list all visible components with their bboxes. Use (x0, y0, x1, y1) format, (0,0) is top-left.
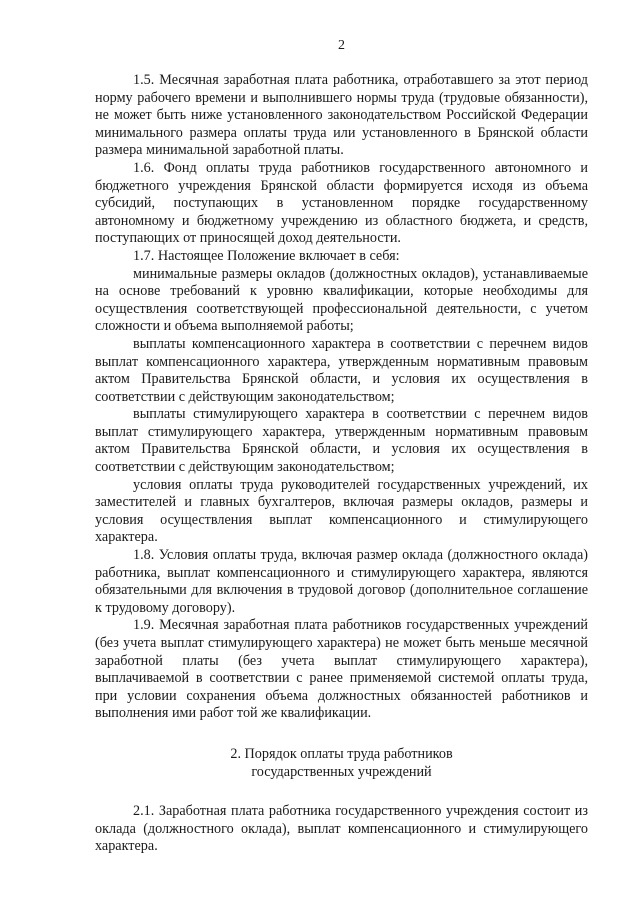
section-heading (95, 745, 588, 781)
paragraph-1-9: 1.9. Месячная заработная плата работников государственных учреждений (без учета выплат стимулирующего характера) не может быть меньше месячной заработной платы (без учета выплат стимулирующего характера), выплачиваемой в соответствии с ранее применяемой системой оплаты труда, при условии сохранения объема должностных обязанностей работников и выполнения ими работ той же квалификации. (95, 617, 588, 722)
section-heading-line-1: 2. Порядок оплаты труда работников (230, 745, 453, 762)
page-number: 2 (338, 38, 345, 53)
list-item-incentive: выплаты стимулирующего характера в соответствии с перечнем видов выплат стимулирующего характера, утвержденным нормативным правовым актом Правительства Брянской области, и условия их осуществления в соответствии с действующим законодательством; (95, 406, 588, 476)
section-heading-line-2: государственных учреждений (251, 763, 432, 780)
paragraph-1-6: 1.6. Фонд оплаты труда работников государственного автономного и бюджетного учреждения Брянской области формируется исходя из объема субсидий, поступающих в установленном порядке государственному автономному и бюджетному учреждению из областного бюджета, и средств, поступающих от приносящей доход деятельности. (95, 159, 588, 247)
list-item-compensation: выплаты компенсационного характера в соответствии с перечнем видов выплат компенсационного характера, утвержденным нормативным правовым актом Правительства Брянской области, и условия их осуществления в соответствии с действующим законодательством; (95, 335, 588, 405)
paragraph-2-1: 2.1. Заработная плата работника государственного учреждения состоит из оклада (должностного оклада), выплат компенсационного и стимулирующего характера. (95, 802, 588, 855)
list-item-min-salaries: минимальные размеры окладов (должностных окладов), устанавливаемые на основе требований к уровню квалификации, которые необходимы для осуществления соответствующей профессиональной деятельности, с учетом сложности и объема выполняемой работы; (95, 265, 588, 335)
list-item-management-pay: условия оплаты труда руководителей государственных учреждений, их заместителей и главных бухгалтеров, включая размеры окладов, размеры и условия осуществления выплат компенсационного и стимулирующего характера. (95, 476, 588, 546)
paragraph-1-7: 1.7. Настоящее Положение включает в себя: (133, 247, 400, 264)
paragraph-1-8: 1.8. Условия оплаты труда, включая размер оклада (должностного оклада) работника, выплат компенсационного и стимулирующего характера, являются обязательными для включения в трудовой договор (дополнительное соглашение к трудовому договору). (95, 547, 588, 616)
paragraph-1-5: 1.5. Месячная заработная плата работника, отработавшего за этот период норму рабочего времени и выполнившего нормы труда (трудовые обязанности), не может быть ниже установленного законодательством Российской Федерации минимального размера оплаты труда или установленного в Брянской области размера минимальной заработной платы. (95, 72, 588, 159)
